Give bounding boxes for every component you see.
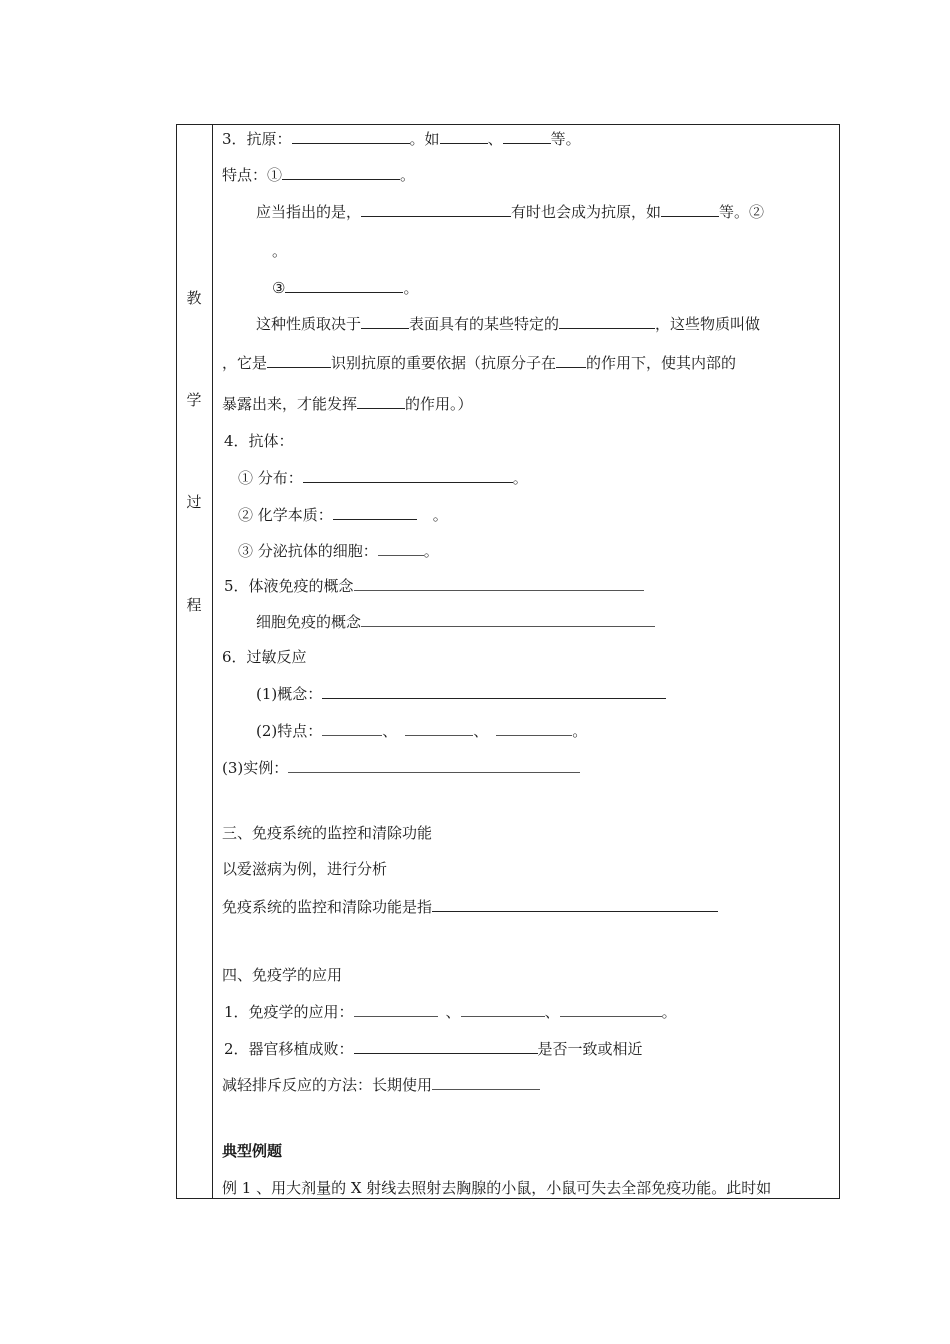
fill-blank[interactable] <box>361 611 655 627</box>
concept-line: (1)概念： <box>256 683 666 704</box>
transplant-line: 2．器官移植成败： 是否一致或相近 <box>224 1040 643 1058</box>
example-1-text: 例 1 、用大剂量的 X 射线去照射去胸腺的小鼠，小鼠可失去全部免疫功能。此时如 <box>222 1179 772 1197</box>
monitor-line: 免疫系统的监控和清除功能是指 <box>222 896 718 917</box>
column-divider <box>212 124 213 1199</box>
fill-blank[interactable] <box>282 164 400 180</box>
fill-blank[interactable] <box>357 393 405 409</box>
side-label-char: 教 <box>186 289 202 307</box>
fill-blank[interactable] <box>285 277 403 293</box>
fill-blank[interactable] <box>354 1001 438 1017</box>
humoral-line: 5．体液免疫的概念 <box>224 575 644 596</box>
fill-blank[interactable] <box>432 1074 540 1090</box>
fill-blank[interactable] <box>496 720 572 736</box>
fill-blank[interactable] <box>560 1001 662 1017</box>
fill-blank[interactable] <box>292 128 410 144</box>
cellular-line: 细胞免疫的概念 <box>256 611 655 632</box>
fill-blank[interactable] <box>432 896 718 912</box>
example-line: (3)实例： <box>222 757 580 778</box>
fill-blank[interactable] <box>440 128 488 144</box>
fill-blank[interactable] <box>267 352 331 368</box>
application-line: 1．免疫学的应用： 、 、 。 <box>224 1003 677 1021</box>
fill-blank[interactable] <box>556 352 586 368</box>
chemistry-line: ② 化学本质： 。 <box>238 506 448 524</box>
circle2-end: 。 <box>272 242 288 260</box>
antigen-line: 3．抗原： 。如 、 等。 <box>222 130 581 148</box>
section-application: 四、免疫学的应用 <box>222 966 343 984</box>
feature3-line: ③ 。 <box>272 279 419 297</box>
section-monitor: 三、免疫系统的监控和清除功能 <box>222 824 433 842</box>
secrete-line: ③ 分泌抗体的细胞： 。 <box>238 542 439 560</box>
fill-blank[interactable] <box>322 720 382 736</box>
fill-blank[interactable] <box>661 201 719 217</box>
fill-blank[interactable] <box>405 720 473 736</box>
fill-blank[interactable] <box>503 128 551 144</box>
fill-blank[interactable] <box>461 1001 545 1017</box>
side-label-char: 过 <box>186 493 202 511</box>
typical-examples-heading: 典型例题 <box>222 1142 283 1160</box>
rejection-line: 减轻排斥反应的方法：长期使用 <box>222 1074 540 1095</box>
fill-blank[interactable] <box>361 313 409 329</box>
nature-line-2: ，它是 识别抗原的重要依据（抗原分子在 的作用下，使其内部的 <box>222 354 737 372</box>
fill-blank[interactable] <box>303 467 513 483</box>
fill-blank[interactable] <box>559 313 655 329</box>
aids-line: 以爱滋病为例，进行分析 <box>222 860 388 878</box>
nature-line: 这种性质取决于 表面具有的某些特定的 ，这些物质叫做 <box>256 315 761 333</box>
distribution-line: ① 分布： 。 <box>238 469 528 487</box>
fill-blank[interactable] <box>354 1038 538 1054</box>
nature-line-3: 暴露出来，才能发挥 的作用。） <box>222 395 473 413</box>
note-line: 应当指出的是， 有时也会成为抗原，如 等。② <box>256 203 765 221</box>
feature-line: 特点：① 。 <box>222 166 416 184</box>
fill-blank[interactable] <box>354 575 644 591</box>
fill-blank[interactable] <box>333 504 417 520</box>
section-antibody: 4．抗体： <box>224 432 294 450</box>
fill-blank[interactable] <box>378 540 424 556</box>
fill-blank[interactable] <box>288 757 580 773</box>
fill-blank[interactable] <box>322 683 666 699</box>
fill-blank[interactable] <box>361 201 511 217</box>
trait-line: (2)特点： 、 、 。 <box>256 722 588 740</box>
section-allergy: 6．过敏反应 <box>222 648 307 666</box>
side-label-char: 学 <box>186 391 202 409</box>
side-label-char: 程 <box>186 596 202 614</box>
